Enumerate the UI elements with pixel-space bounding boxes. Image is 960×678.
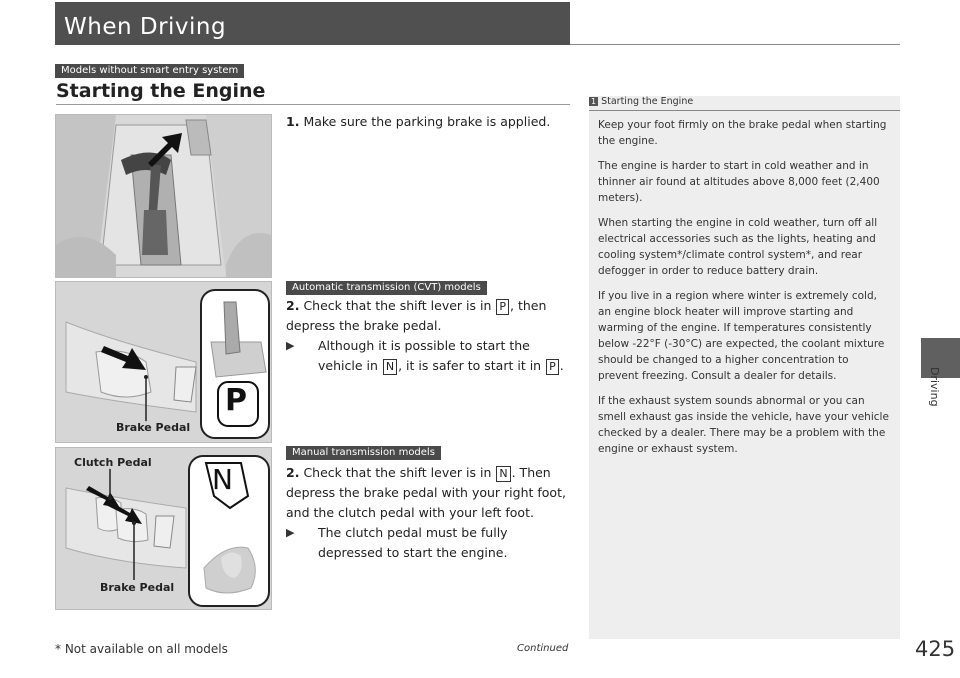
manual-brake-pedal-callout: Brake Pedal: [100, 581, 175, 594]
manual-models-tag: Manual transmission models: [286, 446, 441, 460]
cvt-brake-image: [55, 281, 272, 443]
step-1: [286, 112, 571, 132]
manual-pedals-image: [55, 447, 272, 610]
sidebar-paragraph-1: Keep your foot firmly on the brake pedal when starting the engine.: [598, 119, 887, 147]
sidebar-heading-number: 1: [591, 97, 597, 106]
footnote: * Not available on all models: [55, 642, 228, 656]
step-2-cvt-note: [286, 336, 571, 376]
step-2-manual-text-b: . Then depress the brake pedal with your right foot, and the clutch pedal with your left foot.: [286, 465, 566, 520]
step-2-manual-note-text: The clutch pedal must be fully depressed to start the engine.: [318, 525, 508, 560]
step-1-text: Make sure the parking brake is applied.: [303, 114, 551, 129]
arrow-icon: ▶: [286, 339, 295, 352]
sidebar-paragraph-2: The engine is harder to start in cold weather and in thinner air found at altitudes above 8,000 feet (2,400 meters).: [598, 160, 880, 204]
sidebar-body: [598, 117, 890, 466]
page-number: 425: [915, 637, 956, 661]
step-2-cvt-key: P: [496, 299, 509, 315]
arrow-icon: ▶: [286, 526, 295, 539]
chapter-label-text: Driving: [928, 367, 941, 407]
step-2-cvt-text-b: , then depress the brake pedal.: [286, 298, 547, 333]
cvt-models-tag: Automatic transmission (CVT) models: [286, 281, 487, 295]
page-title-bar: [55, 2, 570, 45]
step-2-manual-number: 2.: [286, 465, 300, 480]
manual-n-symbol: N: [212, 463, 233, 496]
step-2-cvt-note-key-p: P: [546, 359, 559, 375]
cvt-p-symbol: P: [225, 383, 247, 418]
section-heading: Starting the Engine: [56, 80, 266, 102]
sidebar-heading: [589, 96, 693, 107]
chapter-label: [927, 367, 949, 427]
parking-brake-image: [55, 114, 272, 278]
step-2-cvt-note-b: , it is safer to start it in: [398, 358, 546, 373]
clutch-pedal-callout: Clutch Pedal: [74, 456, 152, 469]
step-2-cvt-text-a: Check that the shift lever is in: [303, 298, 496, 313]
step-2-cvt-note-c: .: [559, 358, 564, 373]
step-2-cvt-number: 2.: [286, 298, 300, 313]
sidebar-heading-text: Starting the Engine: [601, 96, 694, 107]
sidebar-heading-rule: [589, 110, 900, 111]
heading-rule: [56, 104, 570, 105]
title-rule: [570, 44, 900, 45]
step-2-cvt: [286, 296, 571, 376]
step-1-number: 1.: [286, 114, 300, 129]
models-tag: Models without smart entry system: [55, 64, 244, 78]
continued-label: Continued: [517, 643, 569, 654]
cvt-brake-pedal-callout: Brake Pedal: [116, 421, 191, 434]
step-2-manual: [286, 463, 571, 563]
sidebar-paragraph-3: When starting the engine in cold weather, turn off all electrical accessories such as the lights, heating and cooling system*/climate control system*, and rear defogger in order to reduce battery drain.: [598, 217, 878, 277]
step-2-cvt-note-a: Although it is possible to start the vehicle in: [318, 338, 530, 373]
sidebar-paragraph-5: If the exhaust system sounds abnormal or you can smell exhaust gas inside the vehicle, have your vehicle checked by a dealer. There may be a problem with the engine or exhaust system.: [598, 395, 889, 455]
step-2-manual-text-a: Check that the shift lever is in: [303, 465, 496, 480]
sidebar-paragraph-4: If you live in a region where winter is extremely cold, an engine block heater will improve starting and warming of the engine. If temperatures consistently below -22°F (-30°C) are expected, the coolant mixture should be changed to a higher concentration to prevent freezing. Consult a dealer for details.: [598, 290, 885, 382]
page-title: When Driving: [64, 14, 227, 40]
step-2-manual-key: N: [496, 466, 510, 482]
step-2-manual-note: [286, 523, 571, 563]
step-2-cvt-note-key-n: N: [383, 359, 397, 375]
